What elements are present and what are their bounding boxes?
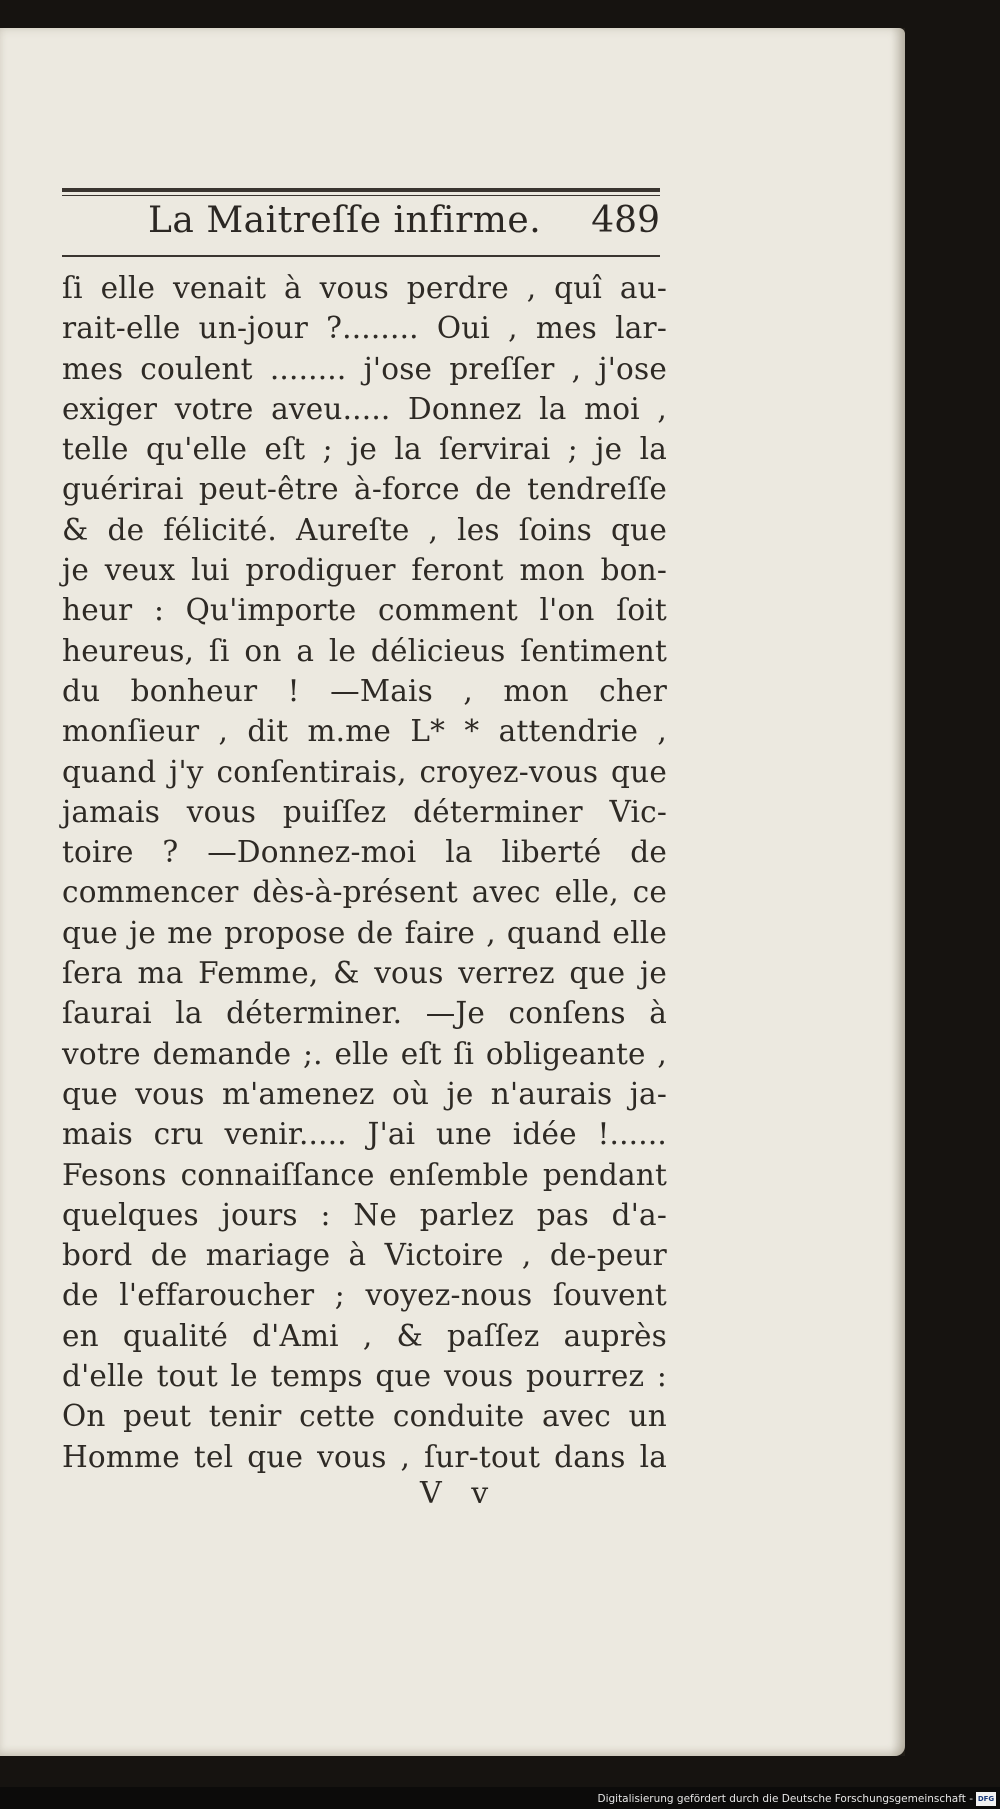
text-line: On peut tenir cette conduite avec un: [62, 1399, 667, 1434]
text-line: heureus, ſi on a le délicieus ſentiment: [62, 633, 667, 668]
header-rule-thin: [62, 195, 660, 196]
page-number: 489: [591, 200, 660, 241]
text-line: que je me propose de faire , quand elle: [62, 915, 667, 950]
text-line: mais cru venir..... J'ai une idée !......: [62, 1117, 667, 1152]
text-line: du bonheur ! —Mais , mon cher: [62, 673, 667, 708]
text-line: je veux lui prodiguer feront mon bon-: [62, 553, 667, 588]
header-rule-bottom: [62, 255, 660, 257]
text-line: bord de mariage à Victoire , de-peur: [62, 1238, 667, 1273]
text-line: d'elle tout le temps que vous pourrez :: [62, 1359, 667, 1394]
text-line: toire ? —Donnez-moi la liberté de: [62, 835, 667, 870]
text-line: exiger votre aveu..... Donnez la moi ,: [62, 391, 667, 426]
text-line: quand j'y conſentirais, croyez-vous que: [62, 754, 667, 789]
text-line: ſera ma Femme, & vous verrez que je: [62, 956, 667, 991]
text-line: rait-elle un-jour ?........ Oui , mes lar-: [62, 311, 667, 346]
text-line: & de félicité. Aureſte , les ſoins que: [62, 512, 667, 547]
text-line: ſaurai la déterminer. —Je conſens à: [62, 996, 667, 1031]
book-page: [0, 28, 905, 1756]
text-line: votre demande ;. elle eſt ſi obligeante ,: [62, 1036, 667, 1071]
text-line: jamais vous puiſſez déterminer Vic-: [62, 794, 667, 829]
text-line: mes coulent ........ j'ose preſſer , j'ose: [62, 351, 667, 386]
page-header: [62, 158, 660, 258]
text-line: heur : Qu'importe comment l'on ſoit: [62, 593, 667, 628]
text-line: quelques jours : Ne parlez pas d'a-: [62, 1197, 667, 1232]
text-line: commencer dès-à-présent avec elle, ce: [62, 875, 667, 910]
header-rule-thick: [62, 188, 660, 192]
page-edge-shadow: [891, 28, 905, 1756]
footer-bar: [0, 1787, 1000, 1809]
dfg-logo: DFG: [976, 1792, 996, 1806]
running-title: La Maitreſſe infirme.: [148, 200, 542, 241]
text-line: guérirai peut-être à-force de tendreſſe: [62, 472, 667, 507]
signature-mark: V v: [420, 1476, 499, 1511]
text-line: monſieur , dit m.me L* * attendrie ,: [62, 714, 667, 749]
digitization-credit: Digitalisierung gefördert durch die Deutsche Forschungsgemeinschaft -: [597, 1793, 973, 1805]
text-line: que vous m'amenez où je n'aurais ja-: [62, 1076, 667, 1111]
text-line: ſi elle venait à vous perdre , quî au-: [62, 271, 667, 305]
text-line: telle qu'elle eſt ; je la ſervirai ; je la: [62, 432, 667, 467]
text-line: en qualité d'Ami , & paſſez auprès: [62, 1318, 667, 1353]
text-line: de l'effaroucher ; voyez-nous ſouvent: [62, 1278, 667, 1313]
text-line: Fesons connaiſſance enſemble pendant: [62, 1157, 667, 1192]
text-line: Homme tel que vous , ſur-tout dans la: [62, 1439, 667, 1474]
body-text: [62, 268, 667, 1477]
